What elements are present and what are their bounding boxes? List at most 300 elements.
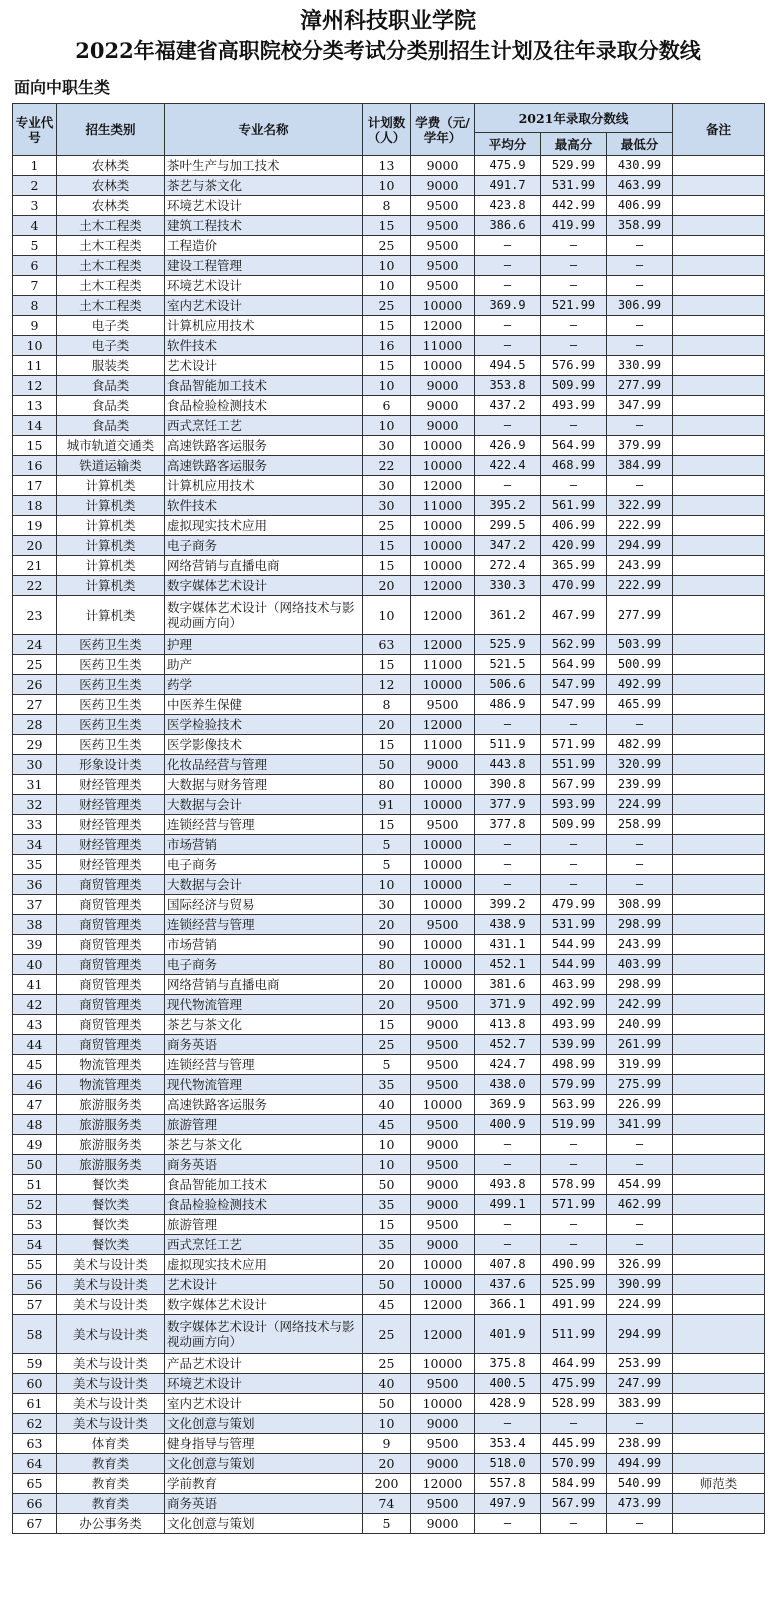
cell-plan: 35 [363, 1195, 411, 1215]
cell-avg: 272.4 [475, 556, 541, 576]
cell-plan: 30 [363, 436, 411, 456]
cell-category: 美术与设计类 [57, 1414, 165, 1434]
cell-note [673, 1155, 765, 1175]
cell-plan: 50 [363, 1175, 411, 1195]
table-row [13, 775, 765, 795]
cell-min: 320.99 [607, 755, 673, 775]
cell-major: 高速铁路客运服务 [165, 436, 363, 456]
cell-note [673, 1414, 765, 1434]
cell-code: 28 [13, 715, 57, 735]
cell-note [673, 915, 765, 935]
cell-code: 14 [13, 416, 57, 436]
cell-min: 222.99 [607, 576, 673, 596]
cell-fee: 10000 [411, 1255, 475, 1275]
cell-code: 58 [13, 1315, 57, 1354]
cell-min: 243.99 [607, 935, 673, 955]
cell-plan: 10 [363, 416, 411, 436]
cell-avg: 431.1 [475, 935, 541, 955]
cell-major: 数字媒体艺术设计 [165, 1295, 363, 1315]
cell-fee: 9000 [411, 1015, 475, 1035]
table-row [13, 396, 765, 416]
cell-note [673, 815, 765, 835]
cell-note: 师范类 [673, 1474, 765, 1494]
cell-note [673, 1454, 765, 1474]
cell-note [673, 1374, 765, 1394]
cell-note [673, 855, 765, 875]
cell-min: — [607, 1135, 673, 1155]
cell-fee: 9000 [411, 176, 475, 196]
cell-min: 465.99 [607, 695, 673, 715]
cell-fee: 12000 [411, 635, 475, 655]
cell-category: 旅游服务类 [57, 1095, 165, 1115]
cell-plan: 200 [363, 1474, 411, 1494]
cell-avg: 437.2 [475, 396, 541, 416]
cell-min: 492.99 [607, 675, 673, 695]
cell-min: 500.99 [607, 655, 673, 675]
cell-category: 商贸管理类 [57, 935, 165, 955]
cell-fee: 10000 [411, 895, 475, 915]
table-row [13, 556, 765, 576]
cell-avg: 437.6 [475, 1275, 541, 1295]
cell-code: 37 [13, 895, 57, 915]
cell-fee: 10000 [411, 775, 475, 795]
cell-category: 食品类 [57, 416, 165, 436]
cell-major: 医学检验技术 [165, 715, 363, 735]
header-fee: 学费（元/学年） [411, 104, 475, 156]
cell-avg: 347.2 [475, 536, 541, 556]
cell-category: 计算机类 [57, 536, 165, 556]
cell-fee: 9500 [411, 236, 475, 256]
cell-code: 6 [13, 256, 57, 276]
cell-fee: 10000 [411, 835, 475, 855]
cell-max: 564.99 [541, 436, 607, 456]
cell-category: 财经管理类 [57, 795, 165, 815]
cell-code: 24 [13, 635, 57, 655]
cell-major: 高速铁路客运服务 [165, 1095, 363, 1115]
table-row [13, 276, 765, 296]
cell-code: 54 [13, 1235, 57, 1255]
table-row [13, 156, 765, 176]
cell-category: 美术与设计类 [57, 1354, 165, 1374]
table-row [13, 236, 765, 256]
cell-major: 产品艺术设计 [165, 1354, 363, 1374]
cell-fee: 12000 [411, 476, 475, 496]
cell-min: 390.99 [607, 1275, 673, 1295]
cell-avg: 438.9 [475, 915, 541, 935]
cell-avg: — [475, 1135, 541, 1155]
cell-note [673, 176, 765, 196]
cell-fee: 12000 [411, 596, 475, 635]
cell-category: 商贸管理类 [57, 1015, 165, 1035]
cell-code: 15 [13, 436, 57, 456]
cell-plan: 25 [363, 1035, 411, 1055]
cell-avg: — [475, 1215, 541, 1235]
cell-plan: 35 [363, 1075, 411, 1095]
cell-major: 医学影像技术 [165, 735, 363, 755]
cell-max: 464.99 [541, 1354, 607, 1374]
cell-fee: 12000 [411, 316, 475, 336]
cell-plan: 80 [363, 955, 411, 975]
cell-note [673, 675, 765, 695]
cell-max: 547.99 [541, 695, 607, 715]
cell-code: 33 [13, 815, 57, 835]
cell-avg: 377.8 [475, 815, 541, 835]
cell-note [673, 556, 765, 576]
cell-plan: 30 [363, 895, 411, 915]
cell-major: 茶艺与茶文化 [165, 176, 363, 196]
cell-max: 567.99 [541, 1494, 607, 1514]
cell-major: 连锁经营与管理 [165, 915, 363, 935]
cell-min: — [607, 316, 673, 336]
cell-plan: 12 [363, 675, 411, 695]
cell-code: 40 [13, 955, 57, 975]
cell-category: 美术与设计类 [57, 1394, 165, 1414]
cell-category: 医药卫生类 [57, 675, 165, 695]
cell-avg: 386.6 [475, 216, 541, 236]
table-row [13, 1255, 765, 1275]
cell-category: 土木工程类 [57, 296, 165, 316]
cell-avg: 422.4 [475, 456, 541, 476]
cell-plan: 50 [363, 1275, 411, 1295]
cell-max: — [541, 1235, 607, 1255]
cell-major: 环境艺术设计 [165, 276, 363, 296]
cell-major: 商务英语 [165, 1155, 363, 1175]
cell-note [673, 416, 765, 436]
cell-major: 虚拟现实技术应用 [165, 1255, 363, 1275]
cell-fee: 10000 [411, 675, 475, 695]
cell-plan: 20 [363, 975, 411, 995]
table-row [13, 815, 765, 835]
cell-avg: 506.6 [475, 675, 541, 695]
cell-max: 576.99 [541, 356, 607, 376]
cell-plan: 10 [363, 875, 411, 895]
cell-major: 商务英语 [165, 1494, 363, 1514]
cell-note [673, 596, 765, 635]
cell-max: — [541, 855, 607, 875]
table-row [13, 1035, 765, 1055]
cell-avg: 494.5 [475, 356, 541, 376]
cell-max: 511.99 [541, 1315, 607, 1354]
cell-code: 42 [13, 995, 57, 1015]
table-row [13, 995, 765, 1015]
cell-min: 238.99 [607, 1434, 673, 1454]
cell-fee: 10000 [411, 1275, 475, 1295]
cell-code: 50 [13, 1155, 57, 1175]
table-row [13, 955, 765, 975]
cell-plan: 6 [363, 396, 411, 416]
cell-min: 222.99 [607, 516, 673, 536]
cell-max: — [541, 316, 607, 336]
cell-avg: 369.9 [475, 1095, 541, 1115]
cell-min: — [607, 1235, 673, 1255]
cell-note [673, 775, 765, 795]
cell-avg: — [475, 416, 541, 436]
cell-code: 30 [13, 755, 57, 775]
cell-avg: 330.3 [475, 576, 541, 596]
cell-category: 办公事务类 [57, 1514, 165, 1534]
cell-max: 519.99 [541, 1115, 607, 1135]
cell-note [673, 1514, 765, 1534]
cell-fee: 9000 [411, 396, 475, 416]
school-title: 漳州科技职业学院 [299, 8, 476, 34]
cell-min: — [607, 256, 673, 276]
cell-category: 医药卫生类 [57, 735, 165, 755]
cell-code: 29 [13, 735, 57, 755]
cell-min: 294.99 [607, 536, 673, 556]
cell-avg: 518.0 [475, 1454, 541, 1474]
cell-major: 大数据与会计 [165, 875, 363, 895]
cell-plan: 45 [363, 1295, 411, 1315]
table-row [13, 1195, 765, 1215]
cell-min: 503.99 [607, 635, 673, 655]
cell-category: 财经管理类 [57, 775, 165, 795]
cell-note [673, 576, 765, 596]
cell-major: 西式烹饪工艺 [165, 1235, 363, 1255]
cell-min: 384.99 [607, 456, 673, 476]
cell-note [673, 456, 765, 476]
cell-note [673, 1115, 765, 1135]
cell-max: — [541, 715, 607, 735]
table-row [13, 1075, 765, 1095]
cell-avg: 400.5 [475, 1374, 541, 1394]
cell-fee: 9500 [411, 1155, 475, 1175]
cell-category: 土木工程类 [57, 236, 165, 256]
table-row [13, 336, 765, 356]
cell-major: 网络营销与直播电商 [165, 975, 363, 995]
document-subtitle: 2022年福建省高职院校分类考试分类别招生计划及往年录取分数线 [75, 38, 701, 63]
cell-note [673, 1175, 765, 1195]
cell-note [673, 635, 765, 655]
cell-code: 53 [13, 1215, 57, 1235]
cell-max: 406.99 [541, 516, 607, 536]
table-row [13, 1354, 765, 1374]
cell-major: 艺术设计 [165, 1275, 363, 1295]
cell-category: 城市轨道交通类 [57, 436, 165, 456]
cell-major: 茶艺与茶文化 [165, 1135, 363, 1155]
cell-code: 64 [13, 1454, 57, 1474]
cell-min: — [607, 1514, 673, 1534]
cell-plan: 63 [363, 635, 411, 655]
cell-fee: 9500 [411, 1494, 475, 1514]
table-row [13, 1454, 765, 1474]
cell-max: 490.99 [541, 1255, 607, 1275]
cell-max: 584.99 [541, 1474, 607, 1494]
cell-code: 16 [13, 456, 57, 476]
table-row [13, 496, 765, 516]
table-row [13, 1414, 765, 1434]
cell-avg: 511.9 [475, 735, 541, 755]
cell-plan: 25 [363, 236, 411, 256]
cell-category: 医药卫生类 [57, 635, 165, 655]
table-row [13, 1235, 765, 1255]
cell-plan: 20 [363, 995, 411, 1015]
cell-max: — [541, 875, 607, 895]
cell-code: 49 [13, 1135, 57, 1155]
cell-min: 347.99 [607, 396, 673, 416]
table-row [13, 476, 765, 496]
table-row [13, 935, 765, 955]
cell-note [673, 396, 765, 416]
cell-code: 57 [13, 1295, 57, 1315]
cell-plan: 35 [363, 1235, 411, 1255]
cell-category: 农林类 [57, 156, 165, 176]
cell-fee: 9500 [411, 695, 475, 715]
cell-major: 计算机应用技术 [165, 316, 363, 336]
cell-fee: 11000 [411, 496, 475, 516]
cell-max: — [541, 476, 607, 496]
cell-avg: — [475, 715, 541, 735]
cell-fee: 9500 [411, 1115, 475, 1135]
cell-code: 34 [13, 835, 57, 855]
cell-plan: 10 [363, 176, 411, 196]
cell-major: 茶叶生产与加工技术 [165, 156, 363, 176]
cell-fee: 9000 [411, 416, 475, 436]
cell-major: 数字媒体艺术设计 [165, 576, 363, 596]
table-row [13, 1394, 765, 1414]
cell-major: 中医养生保健 [165, 695, 363, 715]
header-avg: 平均分 [475, 133, 541, 156]
cell-major: 电子商务 [165, 855, 363, 875]
cell-fee: 9000 [411, 1454, 475, 1474]
cell-major: 环境艺术设计 [165, 196, 363, 216]
cell-avg: — [475, 316, 541, 336]
cell-major: 市场营销 [165, 835, 363, 855]
cell-min: 319.99 [607, 1055, 673, 1075]
cell-min: 494.99 [607, 1454, 673, 1474]
cell-note [673, 1035, 765, 1055]
cell-min: 454.99 [607, 1175, 673, 1195]
cell-note [673, 735, 765, 755]
cell-max: 593.99 [541, 795, 607, 815]
cell-category: 医药卫生类 [57, 715, 165, 735]
cell-note [673, 1015, 765, 1035]
cell-plan: 15 [363, 536, 411, 556]
cell-min: 358.99 [607, 216, 673, 236]
cell-code: 2 [13, 176, 57, 196]
cell-major: 文化创意与策划 [165, 1414, 363, 1434]
cell-category: 农林类 [57, 196, 165, 216]
cell-major: 化妆品经营与管理 [165, 755, 363, 775]
cell-code: 27 [13, 695, 57, 715]
cell-note [673, 316, 765, 336]
cell-plan: 25 [363, 1315, 411, 1354]
cell-min: 242.99 [607, 995, 673, 1015]
cell-note [673, 1434, 765, 1454]
cell-min: — [607, 276, 673, 296]
cell-code: 39 [13, 935, 57, 955]
table-row [13, 695, 765, 715]
cell-fee: 10000 [411, 955, 475, 975]
cell-category: 商贸管理类 [57, 915, 165, 935]
cell-max: 571.99 [541, 1195, 607, 1215]
cell-note [673, 975, 765, 995]
table-row [13, 1215, 765, 1235]
table-row [13, 1015, 765, 1035]
cell-min: 379.99 [607, 436, 673, 456]
cell-plan: 20 [363, 715, 411, 735]
cell-note [673, 895, 765, 915]
cell-fee: 12000 [411, 1474, 475, 1494]
cell-fee: 12000 [411, 1295, 475, 1315]
cell-plan: 20 [363, 915, 411, 935]
cell-plan: 15 [363, 735, 411, 755]
cell-code: 4 [13, 216, 57, 236]
cell-category: 计算机类 [57, 596, 165, 635]
cell-max: 509.99 [541, 815, 607, 835]
cell-category: 财经管理类 [57, 855, 165, 875]
cell-plan: 91 [363, 795, 411, 815]
cell-major: 现代物流管理 [165, 1075, 363, 1095]
cell-fee: 9000 [411, 1175, 475, 1195]
cell-category: 土木工程类 [57, 256, 165, 276]
cell-fee: 10000 [411, 436, 475, 456]
cell-max: 470.99 [541, 576, 607, 596]
cell-plan: 10 [363, 376, 411, 396]
cell-plan: 15 [363, 216, 411, 236]
cell-category: 美术与设计类 [57, 1255, 165, 1275]
cell-plan: 10 [363, 596, 411, 635]
cell-plan: 40 [363, 1374, 411, 1394]
cell-plan: 10 [363, 1414, 411, 1434]
cell-major: 商务英语 [165, 1035, 363, 1055]
cell-note [673, 496, 765, 516]
cell-category: 医药卫生类 [57, 655, 165, 675]
cell-plan: 90 [363, 935, 411, 955]
table-row [13, 875, 765, 895]
table-row [13, 835, 765, 855]
cell-max: 467.99 [541, 596, 607, 635]
cell-major: 旅游管理 [165, 1115, 363, 1135]
cell-category: 食品类 [57, 396, 165, 416]
cell-code: 21 [13, 556, 57, 576]
cell-code: 65 [13, 1474, 57, 1494]
cell-min: — [607, 1155, 673, 1175]
cell-plan: 15 [363, 1215, 411, 1235]
cell-fee: 10000 [411, 935, 475, 955]
cell-code: 67 [13, 1514, 57, 1534]
table-row [13, 176, 765, 196]
cell-max: 570.99 [541, 1454, 607, 1474]
cell-min: 341.99 [607, 1115, 673, 1135]
cell-avg: — [475, 1414, 541, 1434]
cell-code: 8 [13, 296, 57, 316]
table-row [13, 296, 765, 316]
cell-note [673, 755, 765, 775]
cell-min: 258.99 [607, 815, 673, 835]
cell-category: 电子类 [57, 316, 165, 336]
cell-max: — [541, 1155, 607, 1175]
cell-plan: 50 [363, 1394, 411, 1414]
cell-code: 35 [13, 855, 57, 875]
cell-fee: 9500 [411, 815, 475, 835]
cell-category: 形象设计类 [57, 755, 165, 775]
cell-note [673, 1394, 765, 1414]
cell-major: 护理 [165, 635, 363, 655]
cell-min: 277.99 [607, 596, 673, 635]
cell-major: 大数据与财务管理 [165, 775, 363, 795]
cell-max: 492.99 [541, 995, 607, 1015]
cell-max: — [541, 416, 607, 436]
cell-fee: 10000 [411, 556, 475, 576]
cell-avg: 366.1 [475, 1295, 541, 1315]
cell-code: 36 [13, 875, 57, 895]
cell-code: 60 [13, 1374, 57, 1394]
header-category: 招生类别 [57, 104, 165, 156]
cell-note [673, 1055, 765, 1075]
cell-category: 商贸管理类 [57, 995, 165, 1015]
cell-min: — [607, 1215, 673, 1235]
cell-major: 现代物流管理 [165, 995, 363, 1015]
